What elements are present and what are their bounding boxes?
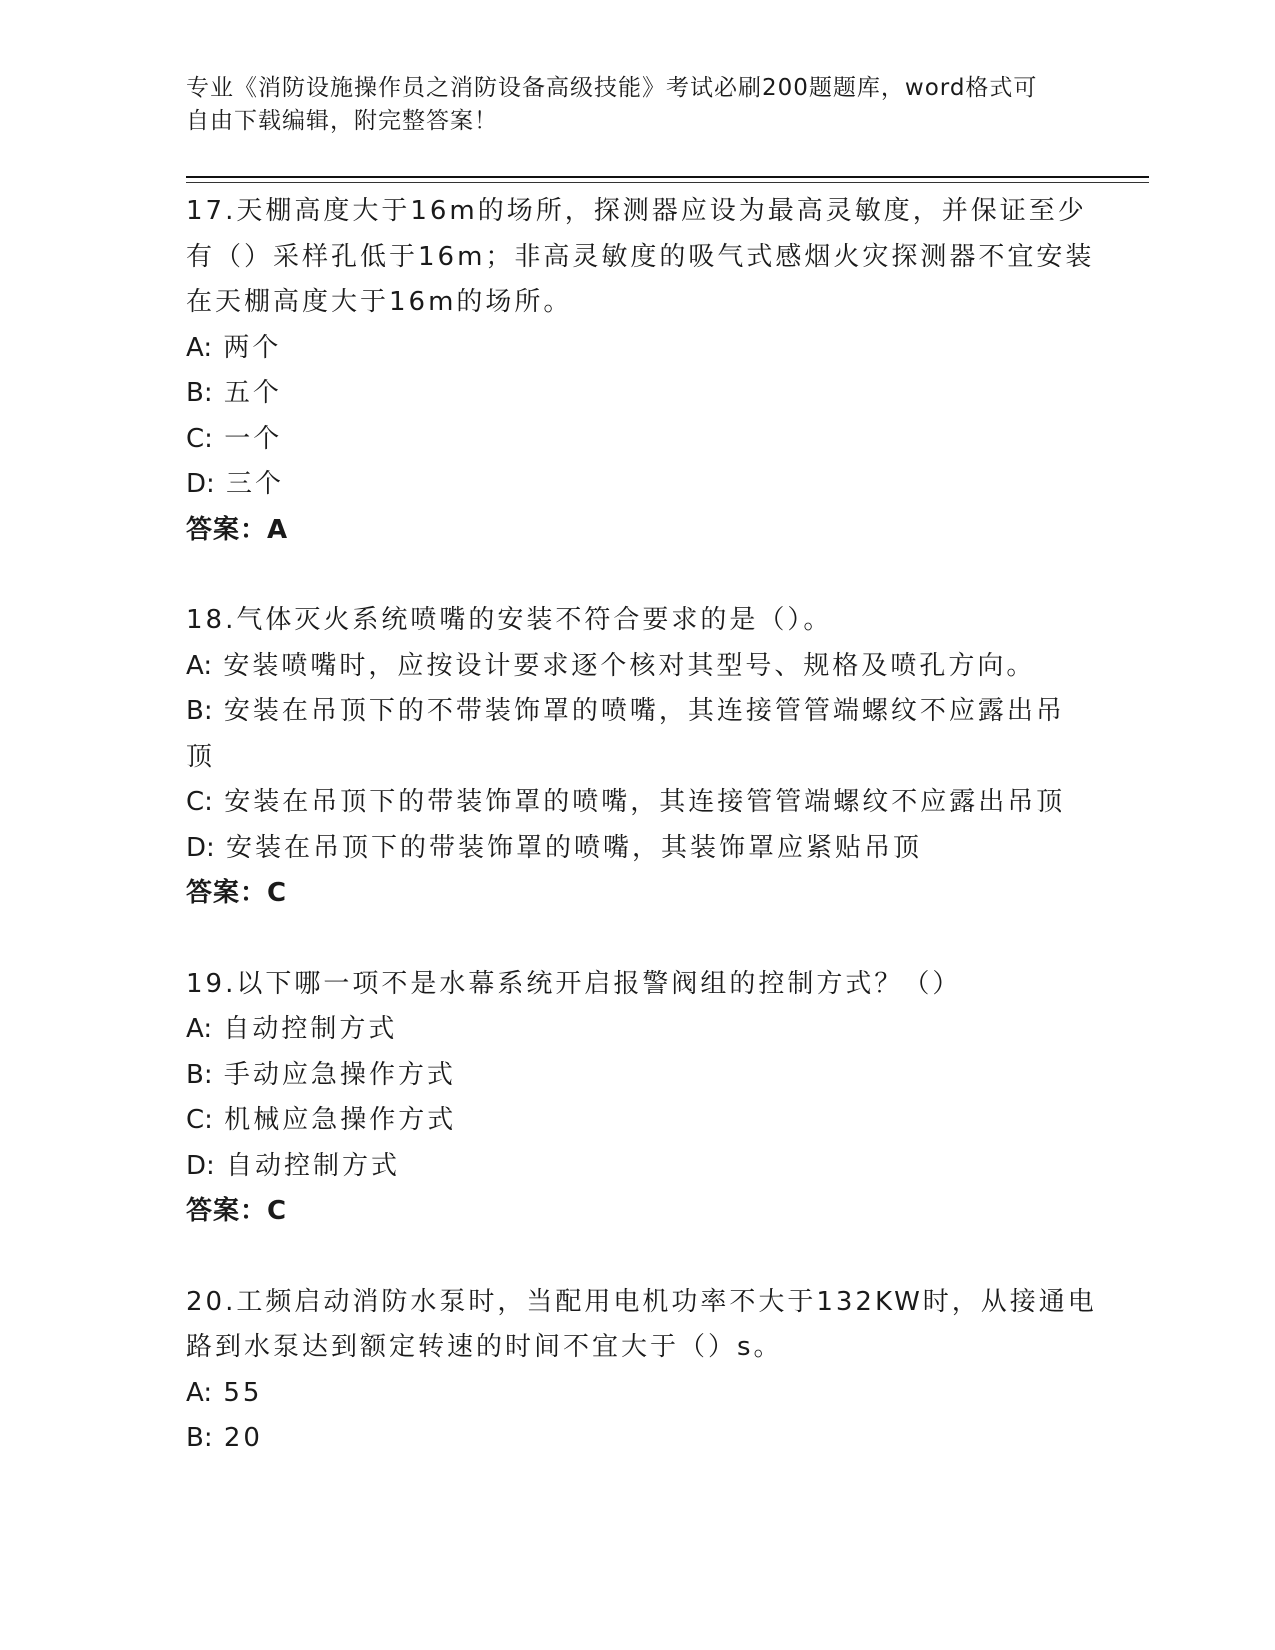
option-text: 20	[223, 1423, 263, 1453]
header-divider-thick	[186, 176, 1149, 178]
option-label: D:	[186, 469, 215, 499]
option-text: 安装在吊顶下的带装饰罩的喷嘴，其连接管管端螺纹不应露出吊顶	[224, 787, 1066, 817]
option-text: 五个	[223, 378, 282, 408]
answer-label: 答案：A	[186, 514, 289, 545]
option-label: D:	[186, 1150, 215, 1181]
option-label: A:	[186, 650, 213, 681]
option-b	[186, 371, 1086, 417]
option-c	[186, 417, 1086, 463]
option-text: 一个	[224, 423, 283, 454]
option-label: C:	[186, 423, 213, 454]
option-label: B:	[186, 1423, 213, 1453]
option-a	[186, 1371, 1086, 1417]
option-d	[186, 826, 1086, 872]
option-text: 两个	[223, 332, 282, 363]
option-text: 手动应急操作方式	[223, 1059, 456, 1090]
option-text: 机械应急操作方式	[224, 1105, 457, 1135]
option-d	[186, 462, 1086, 508]
header-divider-thin	[186, 182, 1149, 183]
option-text: 自动控制方式	[223, 1014, 398, 1044]
option-text: 自动控制方式	[226, 1150, 401, 1181]
option-label: A:	[186, 332, 213, 363]
option-label: A:	[186, 1014, 213, 1044]
option-label: C:	[186, 1105, 213, 1135]
document-header	[186, 72, 1086, 138]
question-stem-line: 19.以下哪一项不是水幕系统开启报警阀组的控制方式？（）	[186, 968, 962, 999]
option-label: B:	[186, 1059, 213, 1090]
question-18	[186, 598, 1086, 917]
option-label: B:	[186, 696, 213, 726]
question-list	[186, 189, 1097, 1507]
header-line-1: 专业《消防设施操作员之消防设备高级技能》考试必刷200题题库，word格式可	[186, 75, 1038, 101]
answer-label: 答案：C	[186, 1196, 288, 1226]
option-b	[186, 1053, 1086, 1099]
question-stem-line: 17.天棚高度大于16m的场所，探测器应设为最高灵敏度，并保证至少	[186, 196, 1087, 226]
option-a	[186, 644, 1086, 690]
option-a	[186, 326, 1086, 372]
option-b-continued: 顶	[186, 741, 216, 772]
question-20	[186, 1280, 1097, 1462]
option-c	[186, 780, 1086, 826]
option-a	[186, 1007, 1086, 1053]
header-line-2: 自由下载编辑，附完整答案！	[186, 108, 498, 134]
answer-label: 答案：C	[186, 878, 288, 908]
option-c	[186, 1098, 1086, 1144]
question-19	[186, 962, 1086, 1235]
option-text: 安装在吊顶下的带装饰罩的喷嘴，其装饰罩应紧贴吊顶	[226, 832, 923, 863]
option-text: 安装喷嘴时，应按设计要求逐个核对其型号、规格及喷孔方向。	[223, 650, 1036, 681]
option-label: C:	[186, 787, 213, 817]
option-text: 安装在吊顶下的不带装饰罩的喷嘴，其连接管管端螺纹不应露出吊	[223, 696, 1065, 726]
question-17	[186, 189, 1095, 553]
option-b	[186, 1416, 1086, 1462]
question-stem-line: 路到水泵达到额定转速的时间不宜大于（）s。	[186, 1332, 783, 1362]
option-text: 三个	[226, 469, 285, 499]
option-b	[186, 689, 1086, 735]
option-label: D:	[186, 832, 215, 863]
option-d	[186, 1144, 1086, 1190]
question-stem-line: 有（）采样孔低于16m；非高灵敏度的吸气式感烟火灾探测器不宜安装	[186, 241, 1095, 272]
question-stem-line: 在天棚高度大于16m的场所。	[186, 287, 573, 317]
option-text: 55	[223, 1377, 263, 1408]
question-stem-line: 20.工频启动消防水泵时，当配用电机功率不大于132KW时，从接通电	[186, 1286, 1097, 1317]
option-label: A:	[186, 1377, 213, 1408]
option-label: B:	[186, 378, 213, 408]
question-stem-line: 18.气体灭火系统喷嘴的安装不符合要求的是（）。	[186, 605, 833, 635]
